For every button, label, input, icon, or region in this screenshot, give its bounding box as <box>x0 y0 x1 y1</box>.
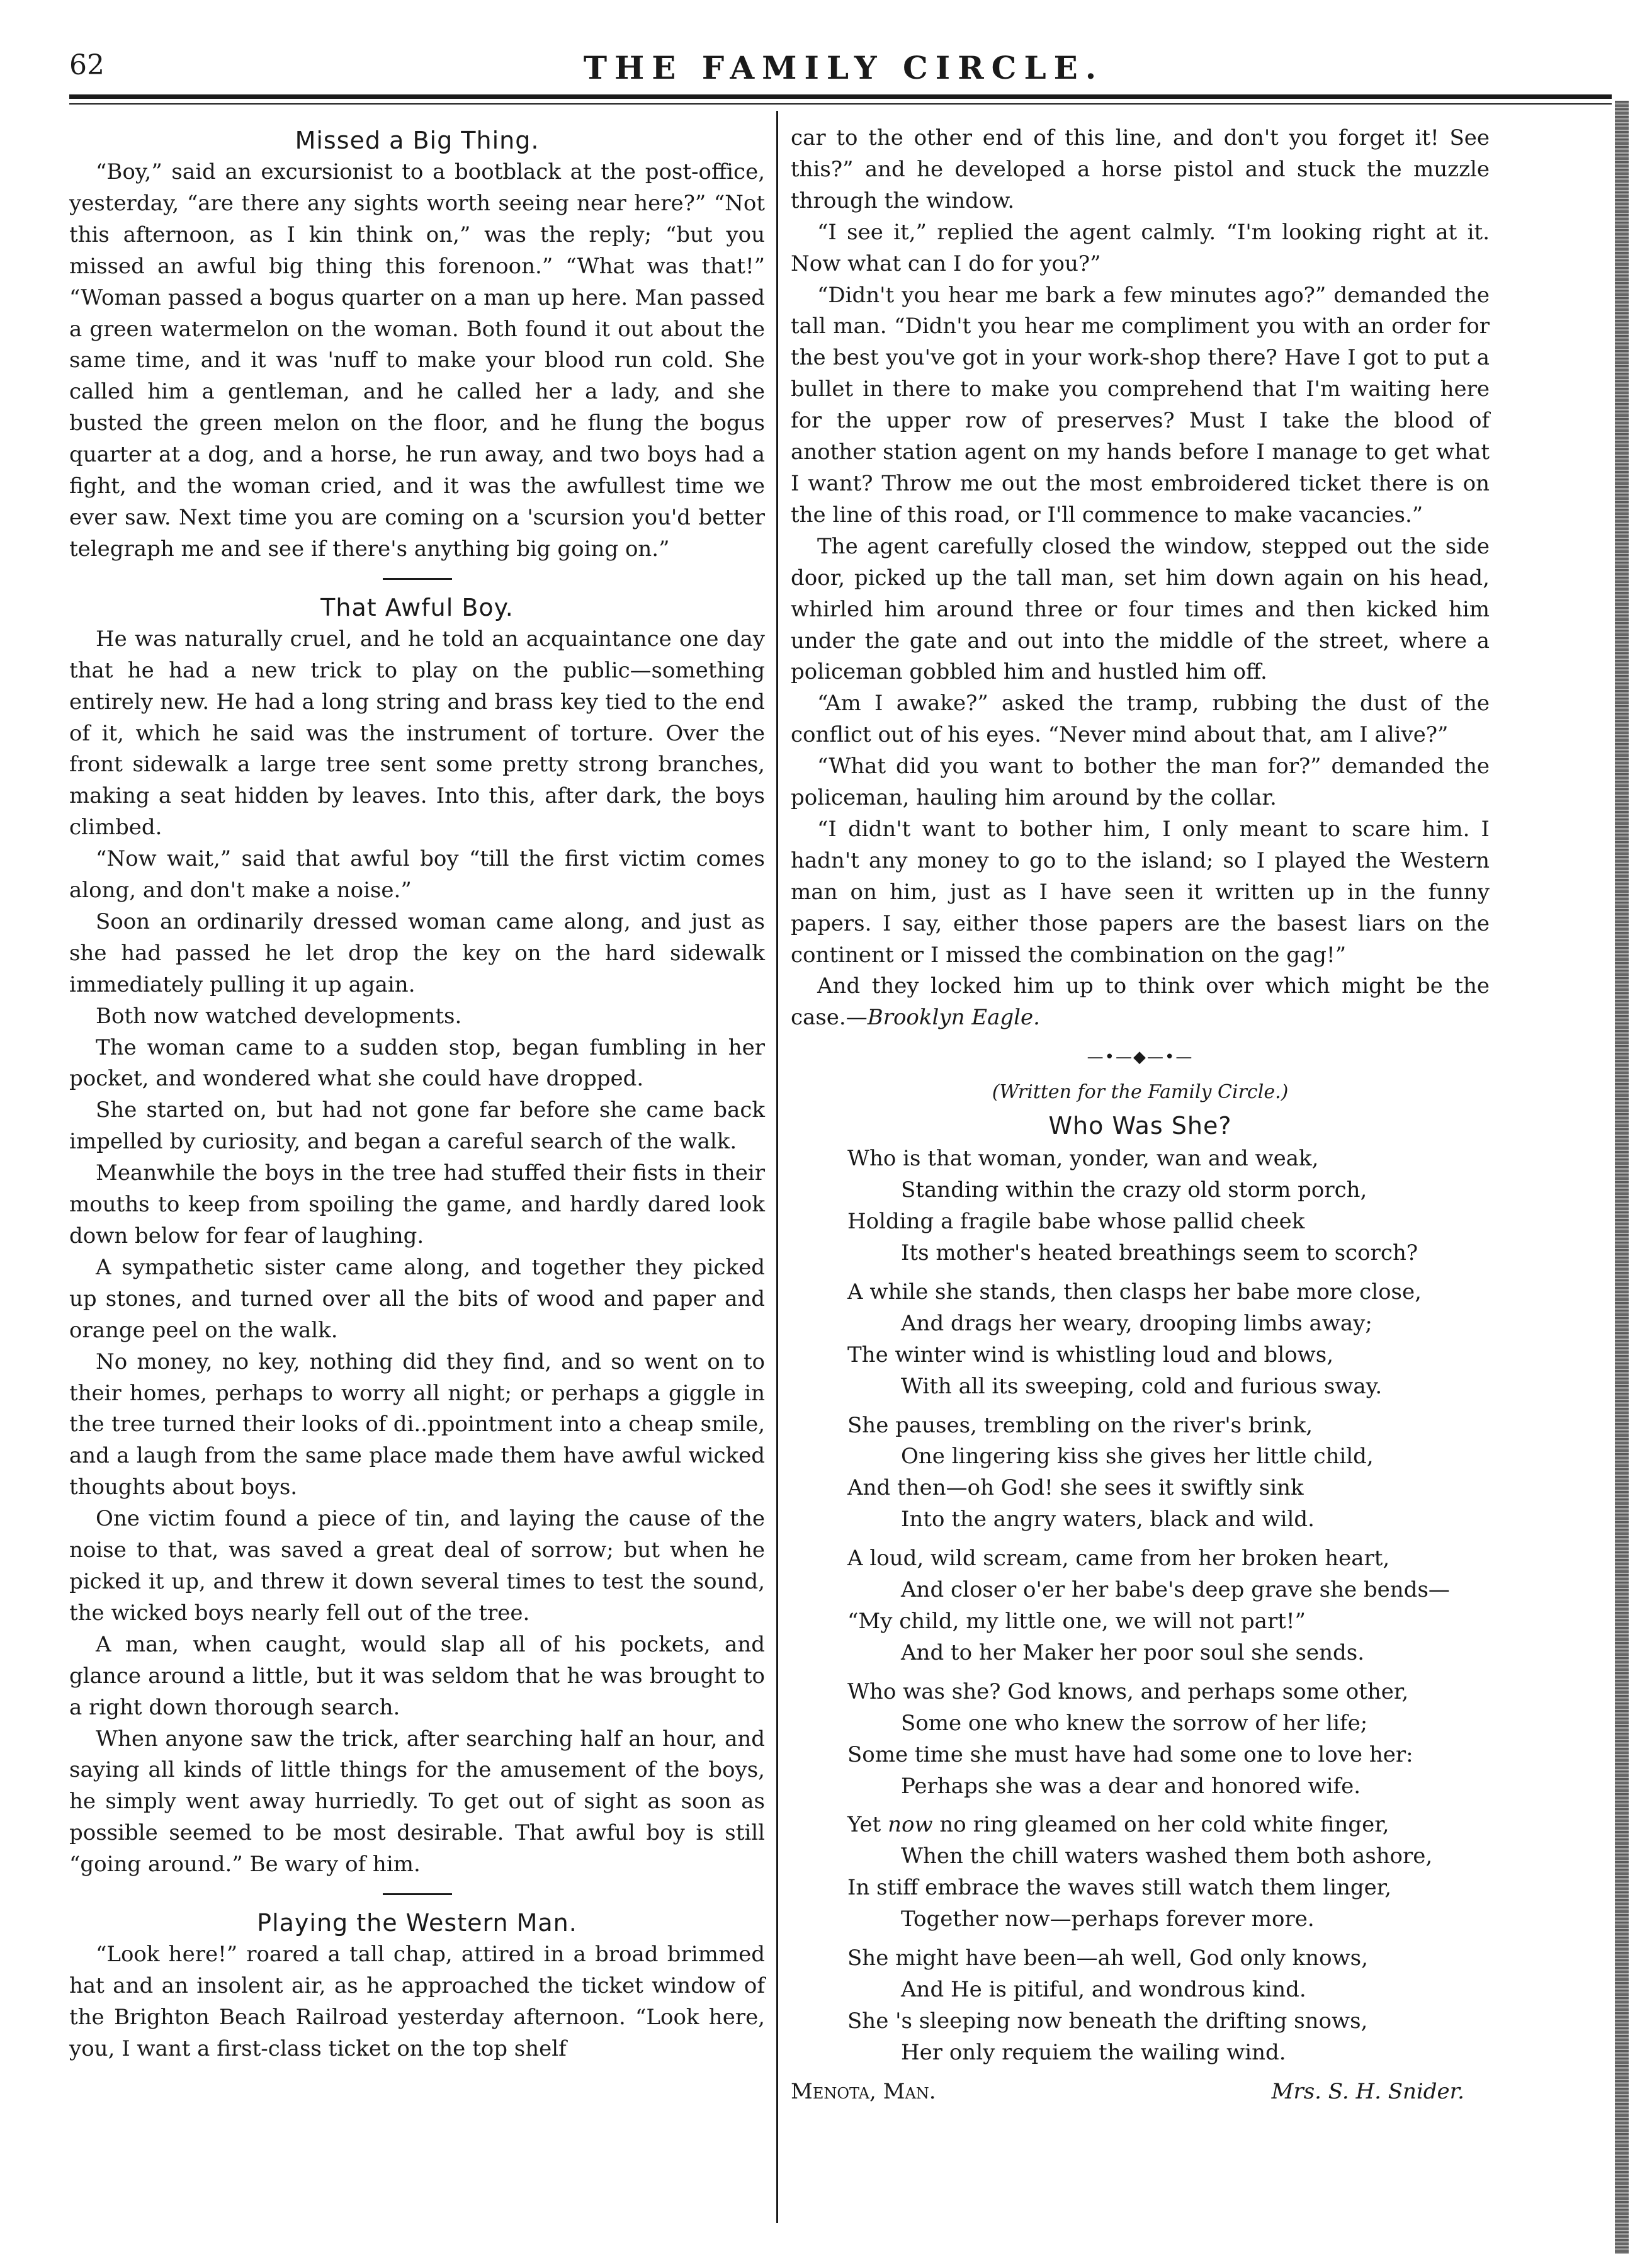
page-edge-binding <box>1615 101 1629 2254</box>
ornamental-divider: —•—◆—•— <box>1087 1048 1194 1067</box>
poem-line: Who was she? God knows, and perhaps some other, <box>847 1679 1409 1704</box>
poem-line: The winter wind is whistling loud and blows, <box>847 1342 1334 1368</box>
poem-signoff <box>791 2076 1490 2109</box>
article-paragraph: When anyone saw the trick, after searching half an hour, and saying all kinds of little things for the amusement of the boys, he simply went away hurriedly. To get out of sight as soon as possible seemed to be most desirable. That awful boy is still “going around.” Be wary of him. <box>69 1726 765 1877</box>
page-number: 62 <box>69 49 105 81</box>
section-separator <box>383 578 452 580</box>
poem-line: In stiff embrace the waves still watch them linger, <box>847 1875 1392 1901</box>
article-paragraph: “What did you want to bother the man for?” demanded the policeman, hauling him around by the collar. <box>791 754 1490 811</box>
emphasis-word: now <box>888 1812 933 1838</box>
article-paragraph: Soon an ordinarily dressed woman came along, and just as she had passed he let drop the key on the hard sidewalk immediately pulling it up again. <box>69 909 765 997</box>
poem-line: Together now—perhaps forever more. <box>901 1906 1315 1932</box>
column-divider <box>776 111 778 2223</box>
poem-line: And drags her weary, drooping limbs away; <box>901 1310 1372 1336</box>
article-paragraph: “Now wait,” said that awful boy “till the first victim comes along, and don't make a noise.” <box>69 846 765 903</box>
article-paragraph: No money, no key, nothing did they find, and so went on to their homes, perhaps to worry all night; or perhaps a giggle in the tree turned their looks of di..ppointment into a cheap smile, and a laugh from the same place made them have awful wicked thoughts about boys. <box>69 1349 765 1500</box>
poem-line: Who is that woman, yonder, wan and weak, <box>847 1146 1319 1172</box>
poem-stanza <box>791 1809 1490 1935</box>
poem-line: Standing within the crazy old storm porch, <box>901 1177 1367 1203</box>
poem-line: Some one who knew the sorrow of her life; <box>901 1710 1368 1736</box>
poem-title: Who Was She? <box>1048 1112 1232 1140</box>
poem-line: And He is pitiful, and wondrous kind. <box>901 1976 1306 2002</box>
article-paragraph: “Boy,” said an excursionist to a bootblack at the post-office, yesterday, “are there any sights worth seeing near here?” “Not this afternoon, as I kin think on,” was the reply; “but you missed an awful big thing this forenoon.” “What was that!” “Woman passed a bogus quarter on a man up here. Man passed a green watermelon on the woman. Both found it out about the same time, and it was 'nuff to make your blood run cold. She called him a gentleman, and he called her a lady, and she busted the green melon on the floor, and he flung the bogus quarter at a dog, and a horse, he run away, and two boys had a fight, and the woman cried, and it was the awfullest time we ever saw. Next time you are coming on a 'scursion you'd better telegraph me and see if there's anything big going on.” <box>69 159 765 562</box>
article-paragraph: A man, when caught, would slap all of his pockets, and glance around a little, but it was seldom that he was brought to a right down thorough search. <box>69 1631 765 1720</box>
poem-line: With all its sweeping, cold and furious sway. <box>901 1373 1383 1399</box>
article-paragraph: A sympathetic sister came along, and together they picked up stones, and turned over all the bits of wood and paper and orange peel on the walk. <box>69 1254 765 1343</box>
article-paragraph: One victim found a piece of tin, and laying the cause of the noise to that, was saved a great deal of sorrow; but when he picked it up, and threw it down several times to test the sound, the wicked boys nearly fell out of the tree. <box>69 1506 765 1626</box>
article-paragraph: “Didn't you hear me bark a few minutes ago?” demanded the tall man. “Didn't you hear me compliment you with an order for the best you've got in your work-shop there? Have I got to put a bullet in there to make you comprehend that I'm waiting here for the upper row of preserves? Must I take the blood of another station agent on my hands before I manage to get what I want? Throw me out the most embroidered ticket there is on the line of this road, or I'll commence to make vacancies.” <box>791 282 1490 528</box>
article-paragraph: “Look here!” roared a tall chap, attired in a broad brimmed hat and an insolent air, as he approached the ticket window of the Brighton Beach Railroad yesterday afternoon. “Look here, you, I want a first-class ticket on the top shelf <box>69 1942 765 2061</box>
header-rule-thin <box>69 103 1612 105</box>
poem-line: She might have been—ah well, God only knows, <box>847 1945 1368 1971</box>
poem-line: A while she stands, then clasps her babe more close, <box>847 1279 1422 1305</box>
poem-stanza <box>791 1943 1490 2069</box>
article-paragraph: “I didn't want to bother him, I only meant to scare him. I hadn't any money to go to the island; so I played the Western man on him, just as I have seen it written up in the funny papers. I say, either those papers are the basest liars on the continent or I missed the combination on the gag!” <box>791 816 1490 968</box>
right-column <box>791 123 1490 2109</box>
poem-line: And closer o'er her babe's deep grave she bends— <box>901 1577 1450 1603</box>
article-paragraph: “I see it,” replied the agent calmly. “I'm looking right at it. Now what can I do for you?” <box>791 219 1490 276</box>
article-title-that-awful-boy: That Awful Boy. <box>320 593 514 621</box>
poem-line: When the chill waters washed them both ashore, <box>901 1843 1433 1869</box>
line-text: Yet <box>847 1812 888 1838</box>
poem-line <box>791 1809 1490 1841</box>
poem-line: And to her Maker her poor soul she sends. <box>901 1640 1365 1665</box>
masthead-title: THE FAMILY CIRCLE. <box>583 49 1104 86</box>
poem-line: “My child, my little one, we will not part!” <box>847 1608 1306 1634</box>
author-location: Menota, Man. <box>791 2078 936 2104</box>
poem-line: Perhaps she was a dear and honored wife. <box>901 1773 1361 1799</box>
page-header <box>69 49 1618 99</box>
article-paragraph: She started on, but had not gone far before she came back impelled by curiosity, and began a careful search of the walk. <box>69 1097 765 1155</box>
article-paragraph-closing <box>791 971 1490 1034</box>
poem-line: And then—oh God! she sees it swiftly sink <box>847 1475 1304 1501</box>
poem-stanza <box>791 1277 1490 1403</box>
poem-line: One lingering kiss she gives her little child, <box>901 1444 1374 1470</box>
header-rule-thick <box>69 94 1612 99</box>
poem-stanza <box>791 1143 1490 1269</box>
written-for-note: (Written for the Family Circle.) <box>992 1081 1289 1104</box>
article-paragraph: Meanwhile the boys in the tree had stuffed their fists in their mouths to keep from spoiling the game, and hardly dared look down below for fear of laughing. <box>69 1160 765 1249</box>
article-paragraph: Both now watched developments. <box>96 1003 462 1029</box>
line-text: no ring gleamed on her cold white finger, <box>932 1812 1389 1838</box>
poem-line: Her only requiem the wailing wind. <box>901 2039 1286 2065</box>
poem-line: Into the angry waters, black and wild. <box>901 1507 1315 1532</box>
source-credit: Brooklyn Eagle. <box>867 1005 1040 1031</box>
poem-stanza <box>791 1543 1490 1669</box>
poem <box>791 1143 1490 2109</box>
poem-line: Holding a fragile babe whose pallid cheek <box>847 1209 1305 1235</box>
article-paragraph: He was naturally cruel, and he told an acquaintance one day that he had a new trick to play on the public—something entirely new. He had a long string and brass key tied to the end of it, which he said was the instrument of torture. Over the front sidewalk a large tree sent some pretty strong branches, making a seat hidden by leaves. Into this, after dark, the boys climbed. <box>69 626 765 841</box>
article-title-missed-a-big-thing: Missed a Big Thing. <box>295 127 540 154</box>
poem-stanza <box>791 1677 1490 1803</box>
poem-line: Some time she must have had some one to love her: <box>847 1741 1413 1767</box>
poem-line: She 's sleeping now beneath the drifting snows, <box>847 2008 1368 2034</box>
section-separator <box>383 1893 452 1895</box>
poem-line: A loud, wild scream, came from her broken heart, <box>847 1546 1390 1572</box>
author-name: Mrs. S. H. Snider. <box>1271 2078 1464 2104</box>
article-paragraph: “Am I awake?” asked the tramp, rubbing the dust of the conflict out of his eyes. “Never mind about that, am I alive?” <box>791 691 1490 748</box>
poem-stanza <box>791 1410 1490 1536</box>
article-paragraph: The woman came to a sudden stop, began fumbling in her pocket, and wondered what she could have dropped. <box>69 1034 765 1092</box>
poem-line: She pauses, trembling on the river's brink, <box>847 1412 1313 1438</box>
article-paragraph: The agent carefully closed the window, stepped out the side door, picked up the tall man, set him down again on his head, whirled him around three or four times and then kicked him under the gate and out into the middle of the street, where a policeman gobbled him and hustled him off. <box>791 533 1490 685</box>
article-title-playing-the-western-man: Playing the Western Man. <box>257 1909 577 1937</box>
left-column <box>69 123 765 2065</box>
closing-text: And they locked him up to think over which might be the case.— <box>791 973 1490 1031</box>
poem-line: Its mother's heated breathings seem to scorch? <box>901 1240 1418 1266</box>
article-paragraph: car to the other end of this line, and don't you forget it! See this?” and he developed a horse pistol and stuck the muzzle through the window. <box>791 125 1490 213</box>
